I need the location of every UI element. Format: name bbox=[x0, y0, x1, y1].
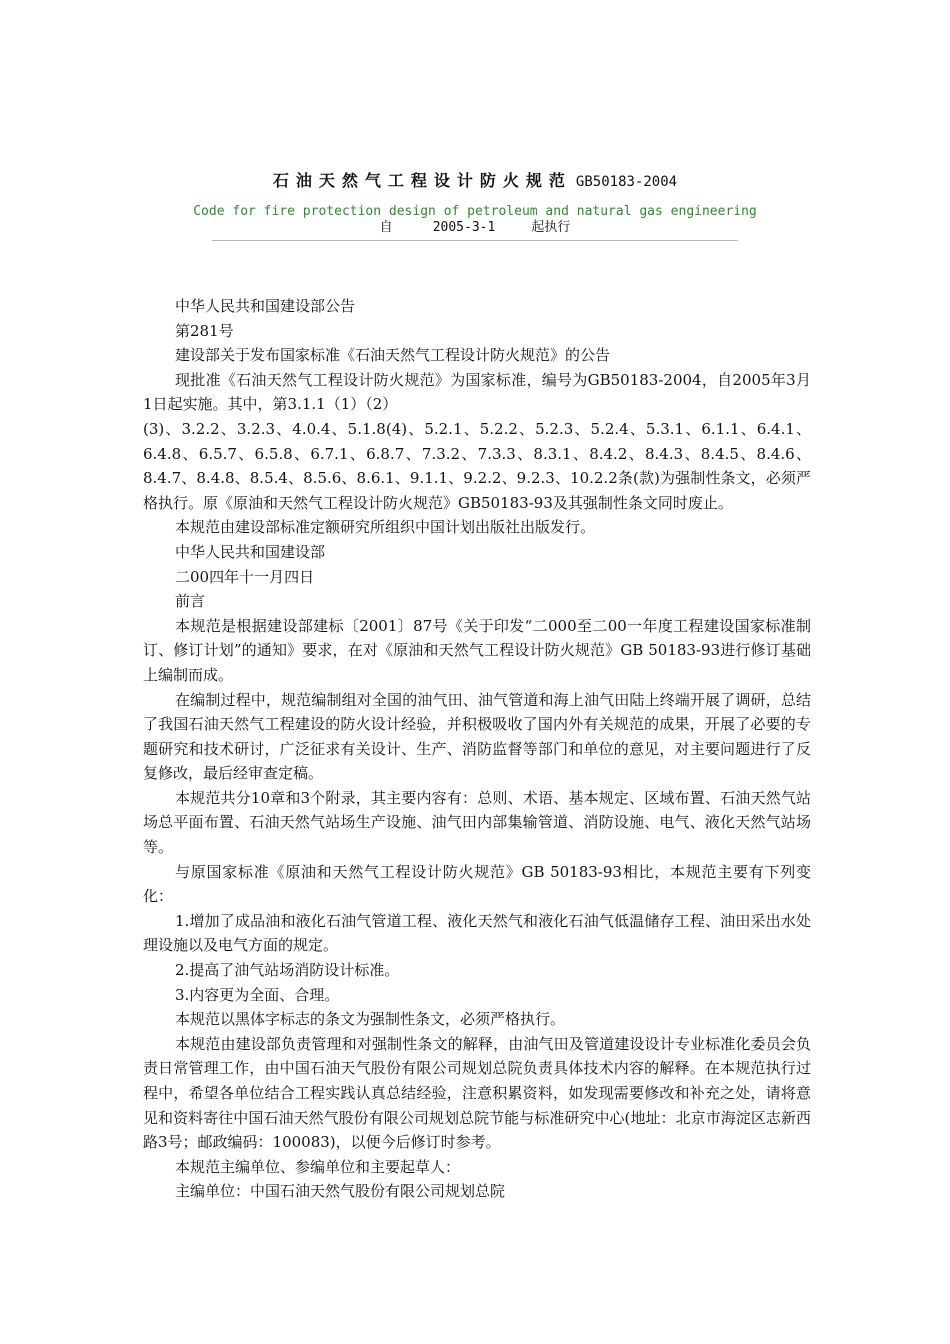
foreword-paragraph: 本规范主编单位、参编单位和主要起草人： bbox=[175, 1157, 461, 1176]
effective-date: 2005-3-1 bbox=[432, 220, 496, 235]
title-standard-code: GB50183-2004 bbox=[575, 174, 678, 190]
english-subtitle: Code for fire protection design of petroleum and natural gas engineering bbox=[193, 204, 757, 219]
foreword-paragraph: 本规范以黑体字标志的条文为强制性条文，必须严格执行。 bbox=[175, 1010, 566, 1029]
foreword-paragraph: 主编单位：中国石油天然气股份有限公司规划总院 bbox=[175, 1182, 506, 1201]
document-title bbox=[0, 168, 950, 195]
document-body bbox=[143, 294, 811, 1204]
change-item: 1.增加了成品油和液化石油气管道工程、液化天然气和液化石油气低温储存工程、油田采出水处理设施以及电气方面的规定。 bbox=[143, 911, 811, 955]
date-prefix: 自 bbox=[379, 220, 393, 235]
foreword-paragraph: 本规范共分10章和3个附录，其主要内容有：总则、术语、基本规定、区域布置、石油天然气站场总平面布置、石油天然气站场生产设施、油气田内部集输管道、消防设施、电气、液化天然气站场等。 bbox=[143, 788, 811, 857]
change-item: 3.内容更为全面、合理。 bbox=[175, 985, 340, 1004]
announcement-title: 建设部关于发布国家标准《石油天然气工程设计防火规范》的公告 bbox=[175, 346, 611, 365]
effective-date-line bbox=[0, 218, 950, 238]
foreword-paragraph: 在编制过程中，规范编制组对全国的油气田、油气管道和海上油气田陆上终端开展了调研，总结了我国石油天然气工程建设的防火设计经验，并积极吸收了国内外有关规范的成果，开展了必要的专题研究和技术研讨，广泛征求有关设计、生产、消防监督等部门和单位的意见，对主要问题进行了反复修改，最后经审查定稿。 bbox=[143, 690, 811, 783]
mandatory-clauses-paragraph: (3)、3.2.2、3.2.3、4.0.4、5.1.8(4)、5.2.1、5.2.2、5.2.3、5.2.4、5.3.1、6.1.1、6.4.1、6.4.8、6.5.7、6.5.8、6.7.1、6.8.7、7.3.2、7.3.3、8.3.1、8.4.2、8.4.3、8.4.5、8.4.6、8.4.7、8.4.8、8.5.4、8.5.6、8.6.1、9.1.1、9.2.2、9.2.3、10.2.2条(款)为强制性条文，必须严格执行。原《原油和天然气工程设计防火规范》GB50183-93及其强制性条文同时废止。 bbox=[143, 419, 811, 512]
foreword-paragraph: 本规范由建设部负责管理和对强制性条文的解释，由油气田及管道建设设计专业标准化委员会负责日常管理工作，由中国石油天气股份有限公司规划总院负责具体技术内容的解释。在本规范执行过程中，希望各单位结合工程实践认真总结经验，注意积累资料，如发现需要修改和补充之处，请将意见和资料寄往中国石油天然气股份有限公司规划总院节能与标准研究中心(地址：北京市海淀区志新西路3号；邮政编码：100083)，以便今后修订时参考。 bbox=[143, 1034, 811, 1152]
announcement-issuer: 中华人民共和国建设部公告 bbox=[175, 297, 356, 315]
signature-ministry: 中华人民共和国建设部 bbox=[175, 542, 326, 561]
date-suffix: 起执行 bbox=[531, 220, 571, 235]
change-item: 2.提高了油气站场消防设计标准。 bbox=[175, 961, 400, 980]
foreword-paragraph: 与原国家标准《原油和天然气工程设计防火规范》GB 50183-93相比，本规范主要有下列变化： bbox=[143, 862, 811, 906]
foreword-heading: 前言 bbox=[175, 592, 206, 611]
signature-date: 二00四年十一月四日 bbox=[175, 567, 315, 586]
header-divider bbox=[212, 240, 738, 241]
title-chinese: 石油天然气工程设计防火规范 bbox=[272, 171, 572, 190]
announcement-number: 第281号 bbox=[175, 321, 234, 340]
document-header bbox=[0, 168, 950, 225]
approval-paragraph: 现批准《石油天然气工程设计防火规范》为国家标准，编号为GB50183-2004，自2005年3月1日起实施。其中，第3.1.1（1）（2） bbox=[143, 370, 811, 414]
foreword-paragraph: 本规范是根据建设部建标〔2001〕87号《关于印发“二000至二00一年度工程建设国家标准制订、修订计划”的通知》要求，在对《原油和天然气工程设计防火规范》GB 50183-93进行修订基础上编制而成。 bbox=[143, 616, 811, 684]
publisher-paragraph: 本规范由建设部标准定额研究所组织中国计划出版社出版发行。 bbox=[175, 518, 596, 537]
